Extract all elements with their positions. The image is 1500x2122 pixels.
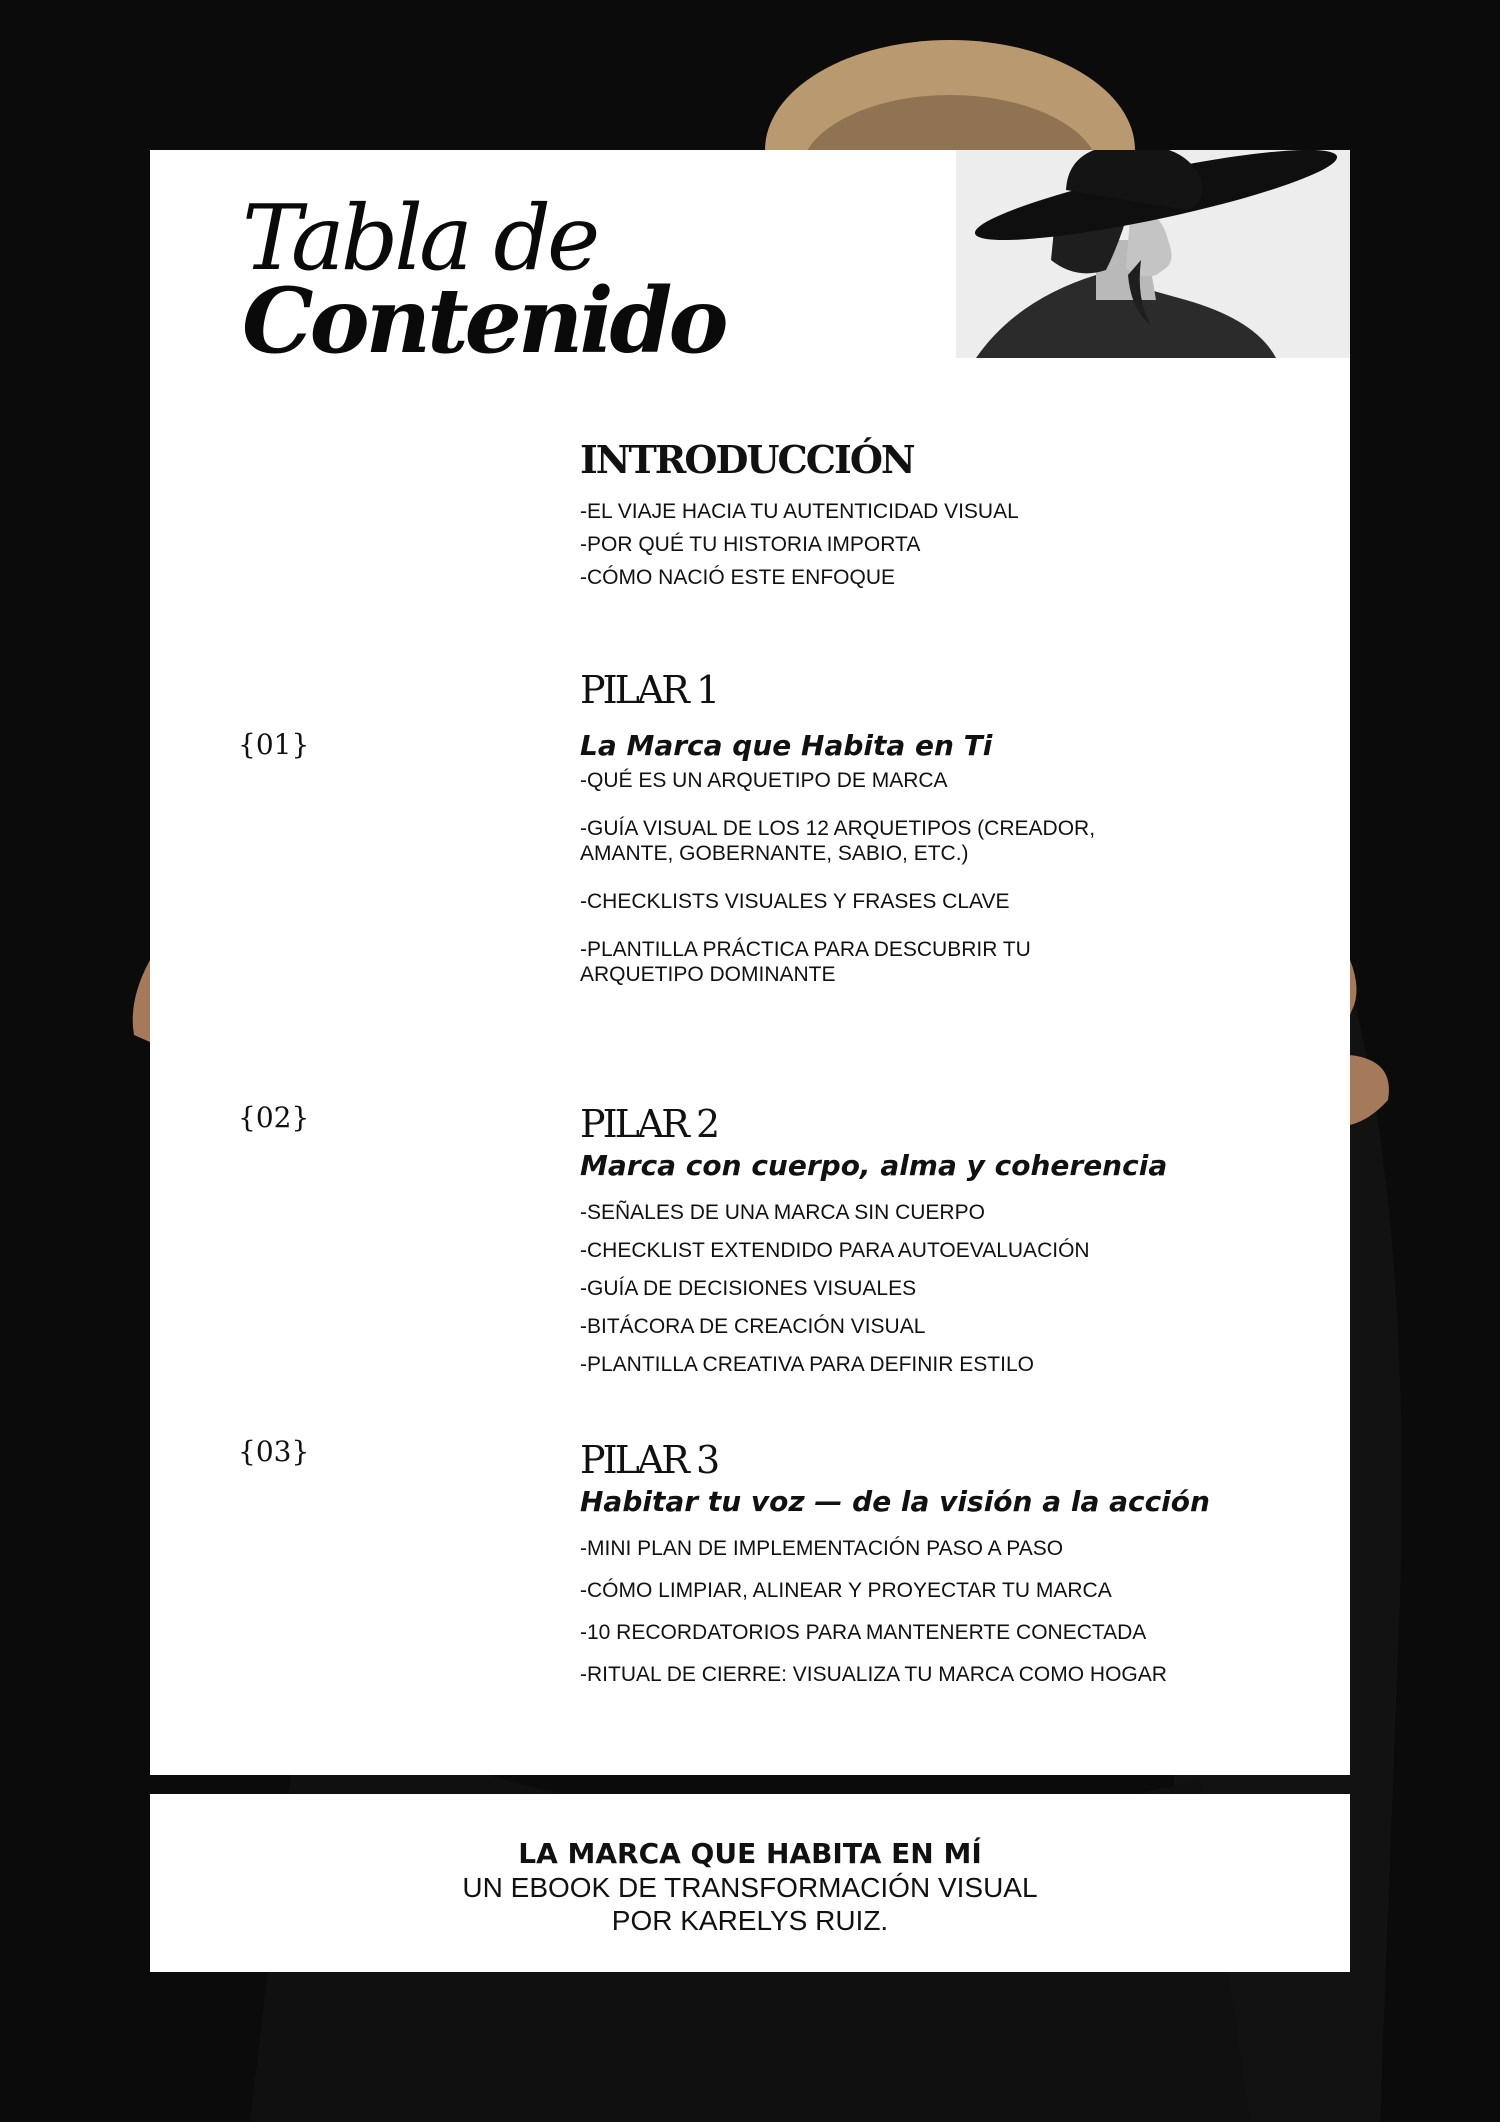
pilar-2-item: -BITÁCORA DE CREACIÓN VISUAL [580, 1315, 926, 1338]
pilar-3-section [580, 1438, 1280, 1687]
pilar-2-subtitle: Marca con cuerpo, alma y coherencia [580, 1149, 1168, 1182]
pilar-1-item: -QUÉ ES UN ARQUETIPO DE MARCA [580, 769, 948, 792]
pilar-2-section [580, 1102, 1280, 1377]
pilar-1-heading: PILAR 1 [580, 668, 718, 712]
intro-section [580, 437, 1280, 590]
pilar-3-heading: PILAR 3 [580, 1438, 718, 1482]
pilar-2-item: -SEÑALES DE UNA MARCA SIN CUERPO [580, 1201, 985, 1224]
intro-item: -POR QUÉ TU HISTORIA IMPORTA [580, 533, 921, 556]
footer-author: POR KARELYS RUIZ. [611, 1905, 889, 1936]
pilar-1-subtitle: La Marca que Habita en Ti [580, 729, 993, 762]
pilar-2-heading: PILAR 2 [580, 1102, 718, 1146]
pilar-3-item: -10 RECORDATORIOS PARA MANTENERTE CONECTADA [580, 1621, 1147, 1644]
pilar-2-item: -GUÍA DE DECISIONES VISUALES [580, 1277, 917, 1300]
pilar-1-item: -PLANTILLA PRÁCTICA PARA DESCUBRIR TU ARQUETIPO DOMINANTE [580, 938, 1031, 986]
title-line-1: Tabla de [242, 186, 597, 291]
woman-in-hat-photo [956, 150, 1350, 358]
intro-heading: INTRODUCCIÓN [580, 437, 914, 482]
footer-subtitle: UN EBOOK DE TRANSFORMACIÓN VISUAL [462, 1872, 1038, 1903]
pilar-1-item: -GUÍA VISUAL DE LOS 12 ARQUETIPOS (CREADOR, AMANTE, GOBERNANTE, SABIO, ETC.) [580, 817, 1096, 865]
pilar-2-number: {02} [238, 1101, 310, 1134]
pilar-1-item: -CHECKLISTS VISUALES Y FRASES CLAVE [580, 890, 1010, 913]
pilar-2-item: -CHECKLIST EXTENDIDO PARA AUTOEVALUACIÓN [580, 1239, 1090, 1262]
footer-banner [150, 1794, 1350, 1972]
pilar-3-subtitle: Habitar tu voz — de la visión a la acción [580, 1485, 1210, 1518]
pilar-1-number: {01} [238, 728, 310, 761]
intro-item: -EL VIAJE HACIA TU AUTENTICIDAD VISUAL [580, 500, 1019, 523]
pilar-3-item: -RITUAL DE CIERRE: VISUALIZA TU MARCA COMO HOGAR [580, 1663, 1167, 1686]
pilar-3-number: {03} [238, 1435, 310, 1468]
pilar-2-item: -PLANTILLA CREATIVA PARA DEFINIR ESTILO [580, 1353, 1034, 1376]
intro-item: -CÓMO NACIÓ ESTE ENFOQUE [580, 566, 896, 589]
page-title [242, 186, 725, 374]
pilar-3-item: -CÓMO LIMPIAR, ALINEAR Y PROYECTAR TU MARCA [580, 1579, 1112, 1602]
footer-title: LA MARCA QUE HABITA EN MÍ [518, 1837, 982, 1870]
pilar-1-section [580, 668, 1280, 987]
pilar-3-item: -MINI PLAN DE IMPLEMENTACIÓN PASO A PASO [580, 1537, 1064, 1560]
title-line-2: Contenido [242, 268, 725, 374]
content-panel [150, 150, 1350, 1775]
